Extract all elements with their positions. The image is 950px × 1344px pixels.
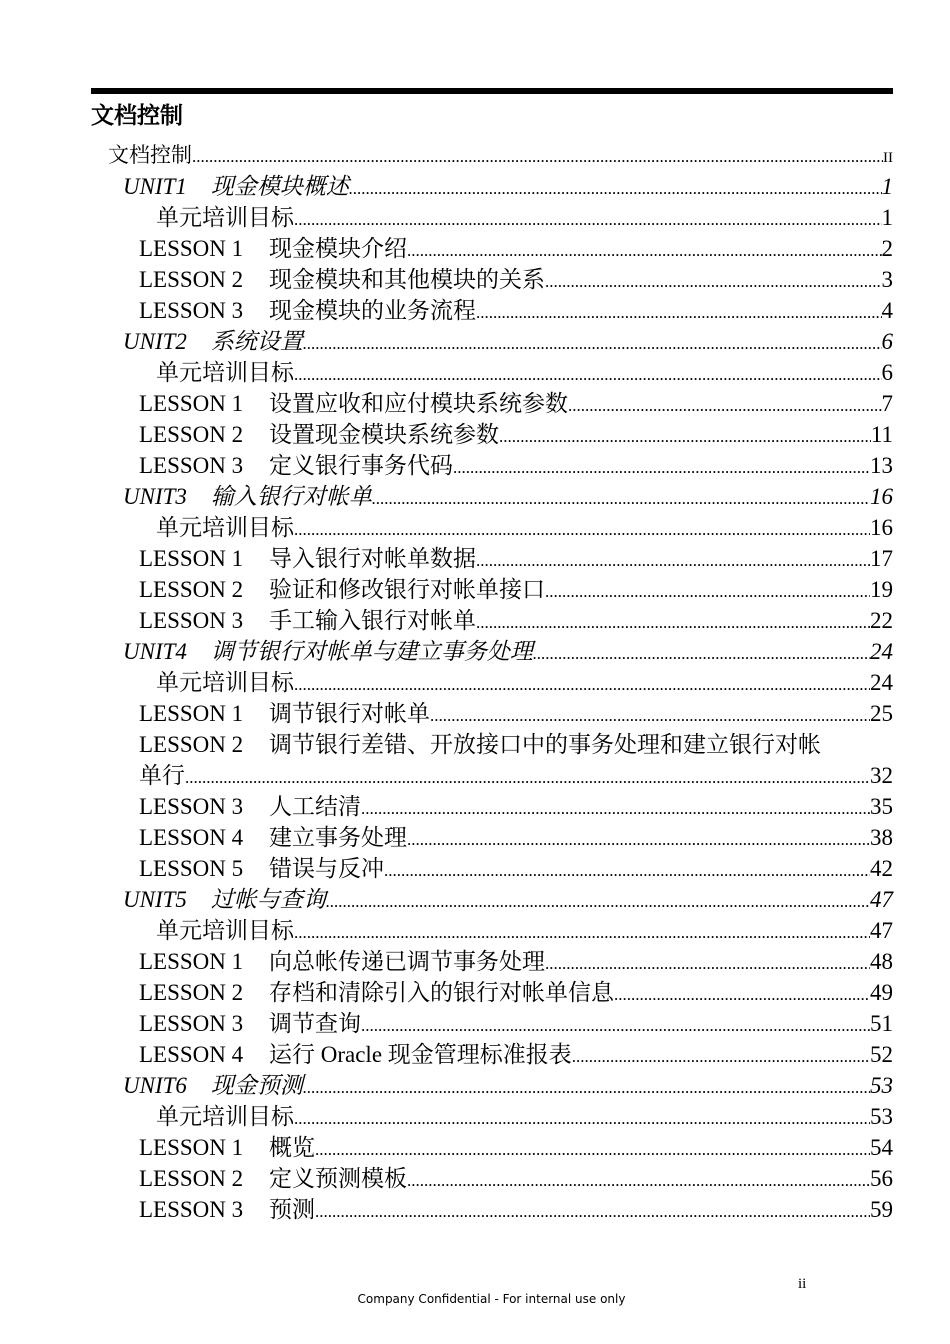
- toc-entry-page: 19: [870, 577, 893, 602]
- toc-leader-dots: [294, 917, 870, 948]
- toc-leader-dots: [476, 297, 882, 328]
- toc-entry[interactable]: [91, 326, 893, 357]
- toc-entry[interactable]: [91, 1008, 893, 1039]
- toc-entry[interactable]: [91, 140, 893, 171]
- toc-entry[interactable]: [91, 946, 893, 977]
- toc-entry-text: [139, 1194, 315, 1225]
- toc-entry-page: 35: [870, 794, 893, 819]
- toc-entry-title: 导入银行对帐单数据: [269, 546, 476, 571]
- toc-entry[interactable]: [91, 1101, 893, 1132]
- toc-entry-page: 22: [870, 608, 893, 633]
- toc-lesson-label: LESSON 1: [139, 391, 244, 416]
- toc-entry-page: 53: [870, 1104, 893, 1129]
- toc-entry-title: 单元培训目标: [156, 360, 294, 385]
- toc-entry-title: 单元培训目标: [156, 670, 294, 695]
- toc-entry-page: II: [883, 150, 893, 166]
- toc-lesson-label: LESSON 1: [139, 701, 244, 726]
- toc-lesson-label: LESSON 2: [139, 577, 244, 602]
- toc-entry-text: [139, 295, 476, 326]
- toc-entry[interactable]: [91, 884, 893, 915]
- toc-entry[interactable]: [91, 419, 893, 450]
- toc-entry-text: [156, 915, 294, 946]
- page-number: ii: [798, 1276, 807, 1292]
- toc-lesson-label: LESSON 4: [139, 1042, 244, 1067]
- toc-entry-title: 现金模块的业务流程: [269, 298, 476, 323]
- toc-leader-dots: [407, 1165, 870, 1196]
- toc-entry-title: 系统设置: [210, 329, 303, 354]
- toc-entry-text: [139, 1039, 572, 1070]
- toc-entry[interactable]: [91, 605, 893, 636]
- toc-entry[interactable]: [91, 822, 893, 853]
- toc-lesson-label: LESSON 3: [139, 1197, 244, 1222]
- toc-leader-dots: [361, 793, 870, 824]
- toc-entry-text: [123, 326, 303, 357]
- toc-entry-title: 文档控制: [108, 143, 192, 167]
- toc-entry-page: 3: [881, 267, 893, 292]
- toc-entry-page: 25: [870, 701, 893, 726]
- toc-unit-label: UNIT1: [123, 174, 187, 199]
- toc-leader-dots: [545, 266, 882, 297]
- section-heading: 文档控制: [91, 103, 183, 129]
- toc-entry-title: 向总帐传递已调节事务处理: [269, 949, 545, 974]
- toc-entry-text: [156, 1101, 294, 1132]
- toc-entry[interactable]: [91, 512, 893, 543]
- toc-entry-page: 11: [870, 422, 893, 447]
- toc-entry-text: [139, 543, 476, 574]
- toc-entry-page: 2: [881, 236, 893, 261]
- toc-entry-text: [139, 822, 407, 853]
- toc-entry-title: 单元培训目标: [156, 205, 294, 230]
- toc-entry-text: [139, 977, 614, 1008]
- toc-leader-dots: [453, 452, 870, 483]
- toc-entry[interactable]: [91, 915, 893, 946]
- toc-entry-title: 输入银行对帐单: [210, 484, 372, 509]
- toc-leader-dots: [361, 1010, 870, 1041]
- toc-entry-text: [139, 791, 361, 822]
- toc-entry-title: 设置应收和应付模块系统参数: [269, 391, 568, 416]
- toc-leader-dots: [545, 576, 870, 607]
- toc-entry[interactable]: [91, 977, 893, 1008]
- toc-entry-text: [139, 1132, 315, 1163]
- toc-entry-page: 17: [870, 546, 893, 571]
- toc-entry-page: 54: [870, 1135, 893, 1160]
- toc-lesson-label: LESSON 1: [139, 1135, 244, 1160]
- toc-entry-text: [139, 388, 568, 419]
- toc-entry-title: 过帐与查询: [210, 887, 326, 912]
- toc-leader-dots: [407, 824, 870, 855]
- toc-unit-label: UNIT6: [123, 1073, 187, 1098]
- toc-entry-text: [123, 884, 326, 915]
- toc-entry-page: 56: [870, 1166, 893, 1191]
- toc-leader-dots: [499, 421, 871, 452]
- toc-entry[interactable]: [91, 295, 893, 326]
- toc-entry-page: 6: [881, 360, 893, 385]
- toc-leader-dots: [294, 669, 870, 700]
- toc-entry-text: [139, 574, 545, 605]
- toc-entry-page: 38: [870, 825, 893, 850]
- toc-entry-text: [139, 605, 476, 636]
- toc-entry-label: LESSON 2: [139, 732, 244, 757]
- toc-leader-dots: [533, 638, 870, 669]
- toc-entry-line[interactable]: [91, 729, 893, 760]
- toc-entry-text: [123, 481, 372, 512]
- toc-entry-text: [139, 946, 545, 977]
- toc-unit-label: UNIT4: [123, 639, 187, 664]
- toc-leader-dots: [349, 173, 882, 204]
- toc-entry[interactable]: [91, 853, 893, 884]
- toc-entry-text: [139, 450, 453, 481]
- toc-leader-dots: [303, 328, 882, 359]
- toc-entry-page: 49: [870, 980, 893, 1005]
- toc-entry-text: [156, 202, 294, 233]
- toc-entry-title: 手工输入银行对帐单: [269, 608, 476, 633]
- toc-entry-title: 现金模块概述: [210, 174, 349, 199]
- toc-entry-text: [139, 233, 407, 264]
- toc-leader-dots: [476, 545, 870, 576]
- toc-entry-page: 24: [870, 639, 893, 664]
- toc-entry[interactable]: [91, 1070, 893, 1101]
- toc-leader-dots: [614, 979, 870, 1010]
- toc-entry-page: 42: [870, 856, 893, 881]
- toc-entry-page: 47: [870, 887, 893, 912]
- toc-leader-dots: [476, 607, 870, 638]
- toc-entry-page: 48: [870, 949, 893, 974]
- toc-entry[interactable]: [91, 171, 893, 202]
- toc-entry-title: 调节银行差错、开放接口中的事务处理和建立银行对帐: [269, 732, 821, 757]
- toc-entry-title: 存档和清除引入的银行对帐单信息: [269, 980, 614, 1005]
- toc-entry-page: 32: [870, 763, 893, 788]
- toc-lesson-label: LESSON 1: [139, 949, 244, 974]
- toc-leader-dots: [294, 359, 882, 390]
- toc-entry-title: 定义预测模板: [269, 1166, 407, 1191]
- toc-entry-title: 单元培训目标: [156, 1104, 294, 1129]
- toc-entry-page: 1: [881, 205, 893, 230]
- toc-leader-dots: [568, 390, 882, 421]
- toc-entry[interactable]: [91, 760, 893, 791]
- toc-entry-title: 定义银行事务代码: [269, 453, 453, 478]
- toc-leader-dots: [384, 855, 870, 886]
- toc-leader-dots: [545, 948, 870, 979]
- toc-unit-label: UNIT2: [123, 329, 187, 354]
- toc-entry-title: 预测: [269, 1197, 315, 1222]
- toc-leader-dots: [572, 1041, 870, 1072]
- toc-leader-dots: [430, 700, 870, 731]
- toc-lesson-label: LESSON 2: [139, 1166, 244, 1191]
- toc-entry[interactable]: [91, 388, 893, 419]
- toc-entry[interactable]: [91, 543, 893, 574]
- toc-entry[interactable]: [91, 481, 893, 512]
- toc-entry-text: [123, 171, 349, 202]
- toc-entry-text: [139, 1163, 407, 1194]
- toc-entry[interactable]: [91, 1039, 893, 1070]
- toc-entry-page: 24: [870, 670, 893, 695]
- table-of-contents: [91, 140, 893, 1225]
- toc-entry-page: 6: [881, 329, 893, 354]
- toc-entry[interactable]: [91, 667, 893, 698]
- toc-unit-label: UNIT5: [123, 887, 187, 912]
- toc-entry[interactable]: [91, 264, 893, 295]
- toc-lesson-label: LESSON 3: [139, 1011, 244, 1036]
- toc-lesson-label: LESSON 1: [139, 236, 244, 261]
- toc-entry-page: 51: [870, 1011, 893, 1036]
- toc-leader-dots: [326, 886, 870, 917]
- toc-lesson-label: LESSON 3: [139, 453, 244, 478]
- toc-entry-title: 设置现金模块系统参数: [269, 422, 499, 447]
- toc-entry-page: 52: [870, 1042, 893, 1067]
- toc-entry-text: [139, 1008, 361, 1039]
- toc-unit-label: UNIT3: [123, 484, 187, 509]
- toc-entry-text: [139, 419, 499, 450]
- toc-entry-title: 运行 Oracle 现金管理标准报表: [269, 1042, 572, 1067]
- toc-entry-page: 59: [870, 1197, 893, 1222]
- toc-entry-page: 16: [870, 515, 893, 540]
- toc-entry-title: 调节银行对帐单: [269, 701, 430, 726]
- toc-entry[interactable]: [91, 357, 893, 388]
- toc-entry-text: [123, 1070, 303, 1101]
- toc-entry[interactable]: [91, 450, 893, 481]
- toc-entry[interactable]: [91, 791, 893, 822]
- toc-entry-page: 16: [870, 484, 893, 509]
- toc-entry-page: 13: [870, 453, 893, 478]
- toc-entry-title: 现金模块和其他模块的关系: [269, 267, 545, 292]
- toc-leader-dots: [303, 1072, 870, 1103]
- toc-lesson-label: LESSON 5: [139, 856, 244, 881]
- toc-entry[interactable]: [91, 574, 893, 605]
- toc-entry[interactable]: [91, 1132, 893, 1163]
- toc-entry-title: 现金预测: [210, 1073, 303, 1098]
- header-rule: [91, 88, 893, 94]
- toc-entry-title: 单元培训目标: [156, 918, 294, 943]
- toc-entry[interactable]: [91, 636, 893, 667]
- toc-lesson-label: LESSON 3: [139, 794, 244, 819]
- toc-entry-title: 现金模块介绍: [269, 236, 407, 261]
- toc-leader-dots: [372, 483, 870, 514]
- toc-leader-dots: [185, 762, 870, 793]
- toc-leader-dots: [192, 141, 883, 172]
- toc-leader-dots: [294, 204, 882, 235]
- toc-lesson-label: LESSON 2: [139, 267, 244, 292]
- toc-leader-dots: [315, 1134, 870, 1165]
- toc-entry-text: [156, 512, 294, 543]
- toc-leader-dots: [407, 235, 882, 266]
- toc-entry[interactable]: [91, 202, 893, 233]
- toc-entry[interactable]: [91, 1163, 893, 1194]
- toc-entry-title: 调节银行对帐单与建立事务处理: [210, 639, 533, 664]
- toc-entry-text: [108, 140, 192, 171]
- toc-lesson-label: LESSON 2: [139, 980, 244, 1005]
- toc-entry-title: 调节查询: [269, 1011, 361, 1036]
- toc-entry-page: 7: [881, 391, 893, 416]
- toc-entry-text: [139, 264, 545, 295]
- toc-entry-title-continued: 单行: [139, 763, 185, 788]
- toc-entry-title: 错误与反冲: [269, 856, 384, 881]
- toc-entry-title: 概览: [269, 1135, 315, 1160]
- toc-lesson-label: LESSON 3: [139, 608, 244, 633]
- toc-entry-title: 建立事务处理: [269, 825, 407, 850]
- toc-entry-title: 单元培训目标: [156, 515, 294, 540]
- toc-entry-title: 验证和修改银行对帐单接口: [269, 577, 545, 602]
- toc-entry-page: 4: [881, 298, 893, 323]
- toc-entry-page: 1: [881, 174, 893, 199]
- toc-entry-page: 47: [870, 918, 893, 943]
- toc-entry[interactable]: [91, 1194, 893, 1225]
- toc-leader-dots: [315, 1196, 870, 1227]
- toc-lesson-label: LESSON 3: [139, 298, 244, 323]
- toc-entry-page: 53: [870, 1073, 893, 1098]
- confidential-footer: Company Confidential - For internal use only: [357, 1292, 626, 1306]
- toc-entry-text: [156, 667, 294, 698]
- toc-leader-dots: [294, 514, 870, 545]
- toc-entry[interactable]: [91, 233, 893, 264]
- toc-entry-text: [156, 357, 294, 388]
- toc-lesson-label: LESSON 1: [139, 546, 244, 571]
- toc-leader-dots: [294, 1103, 870, 1134]
- toc-entry-text: [123, 636, 533, 667]
- toc-entry[interactable]: [91, 698, 893, 729]
- toc-lesson-label: LESSON 2: [139, 422, 244, 447]
- toc-entry-text: [139, 853, 384, 884]
- toc-lesson-label: LESSON 4: [139, 825, 244, 850]
- toc-entry-text: [139, 698, 430, 729]
- toc-entry-title: 人工结清: [269, 794, 361, 819]
